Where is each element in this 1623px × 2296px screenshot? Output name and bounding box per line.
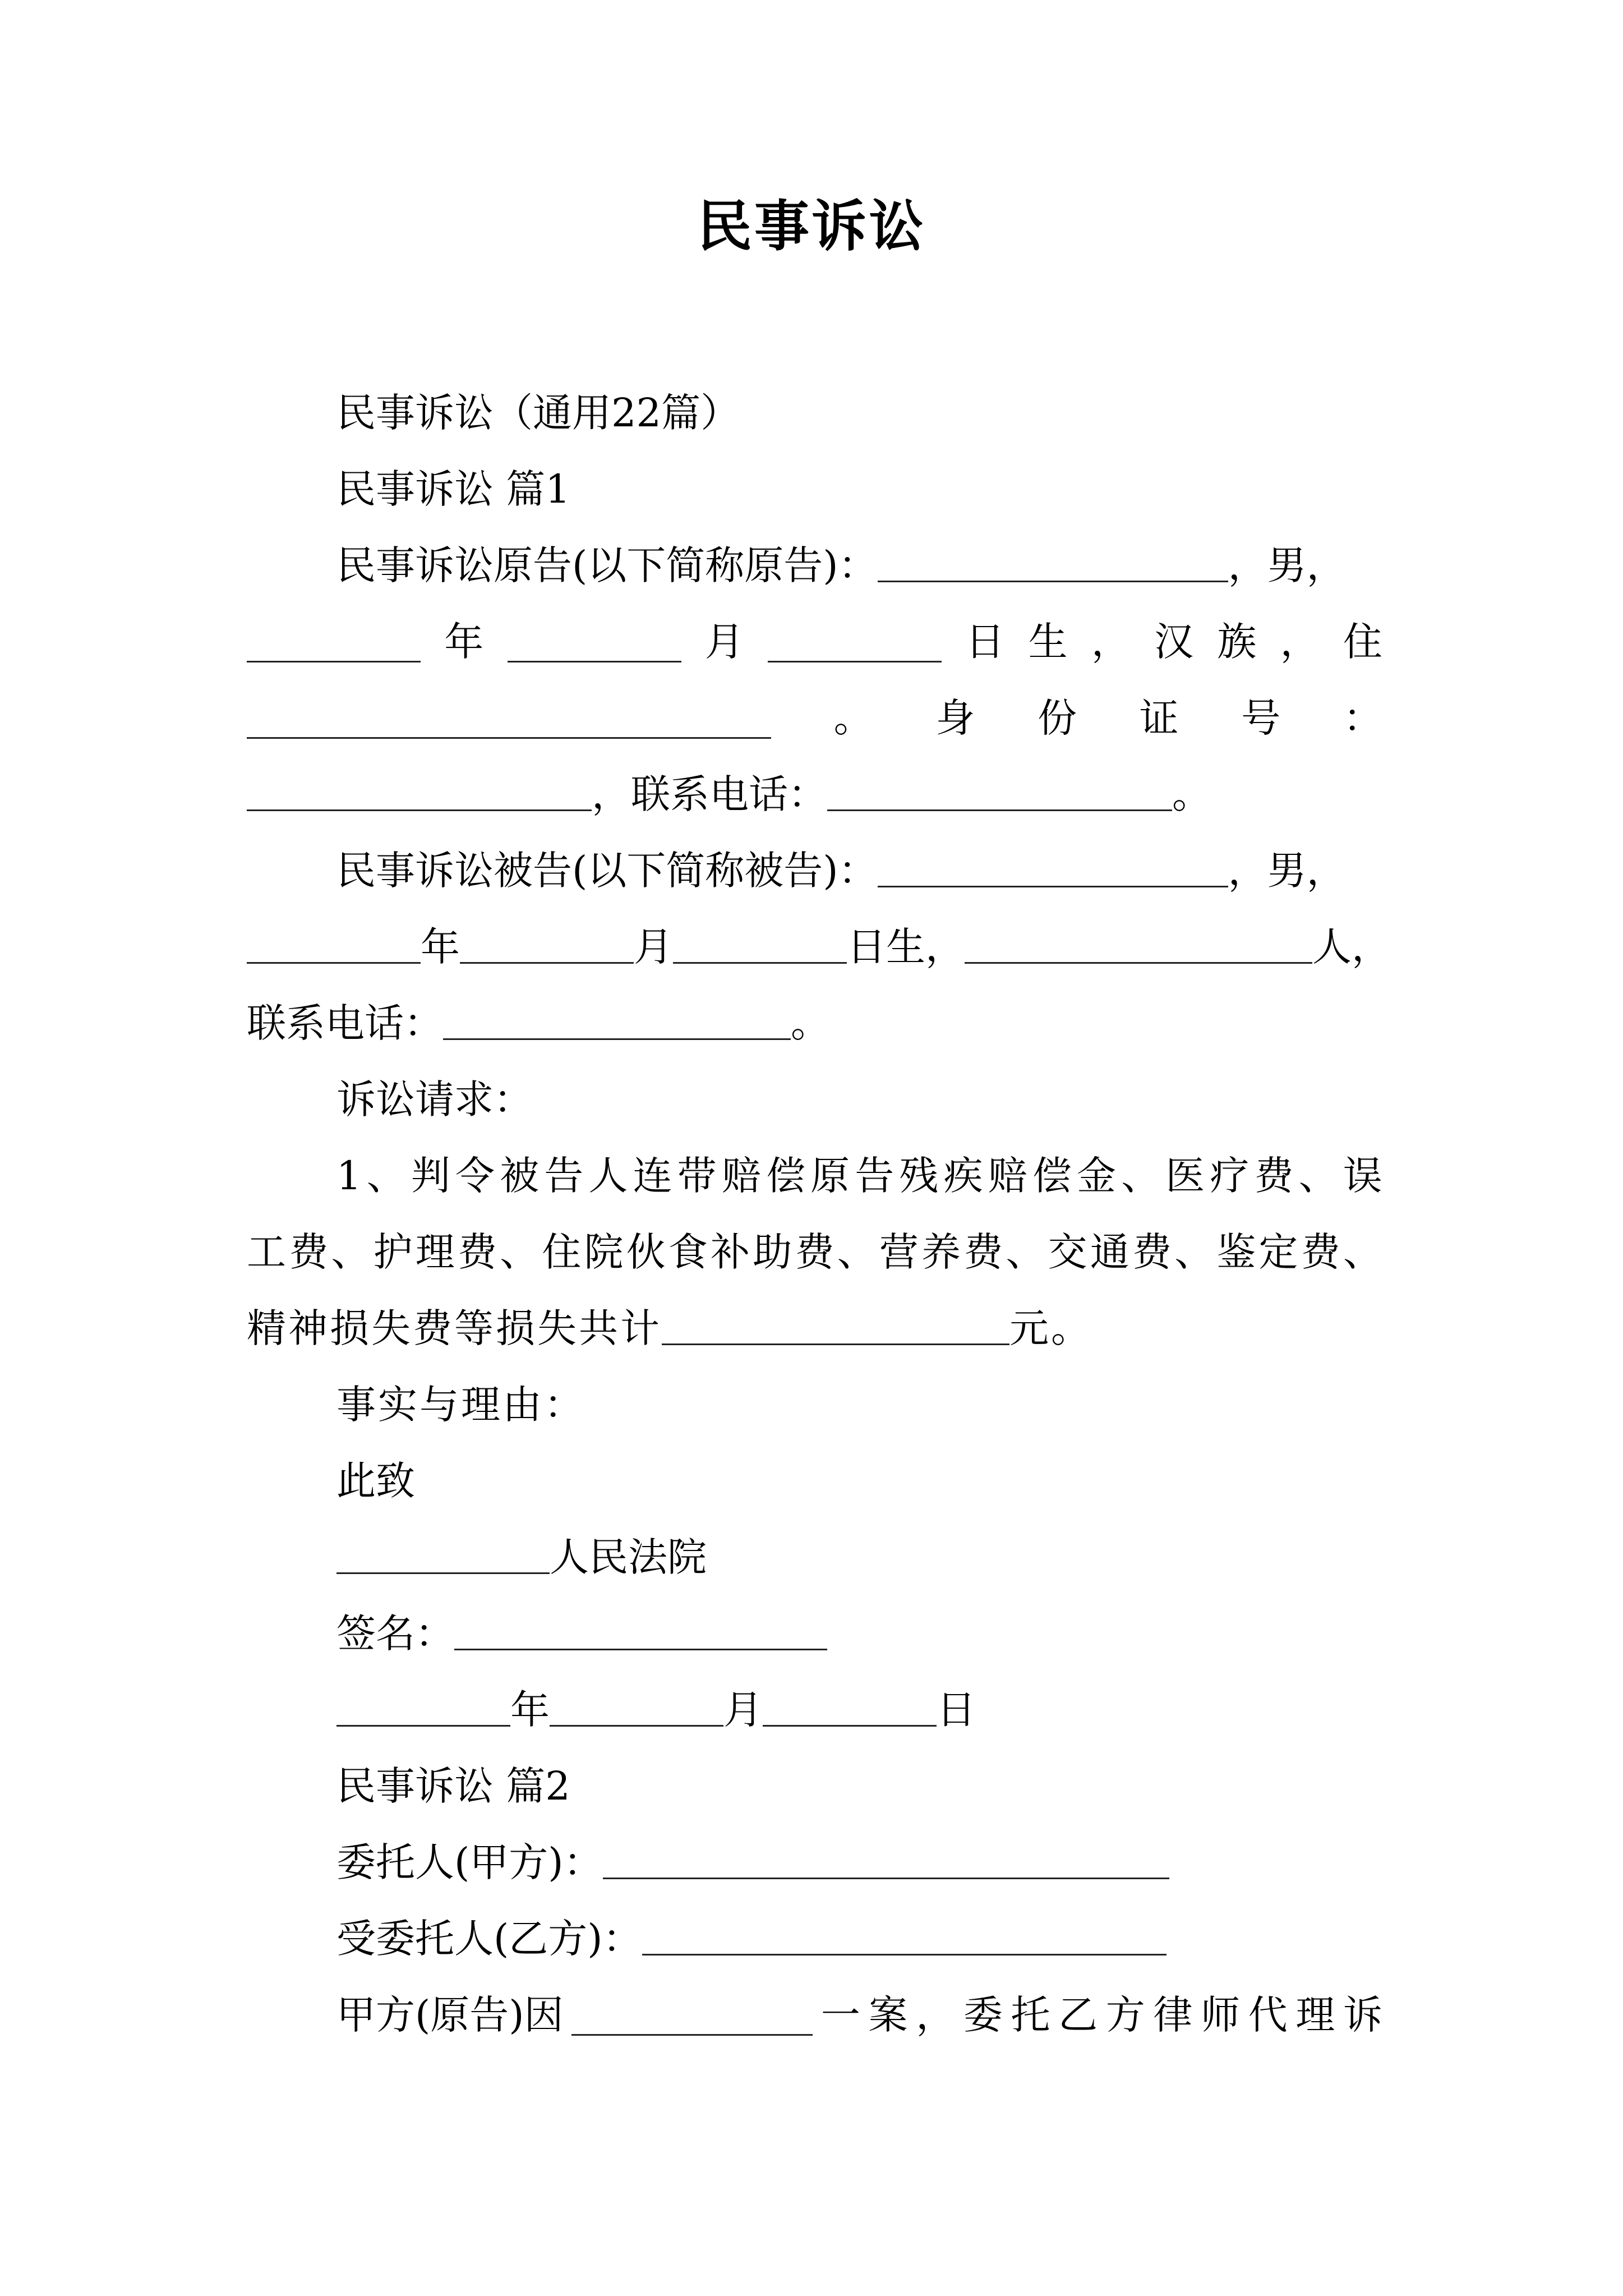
text-char: 残: [899, 1153, 939, 1199]
defendant-name-blank: [878, 846, 1228, 887]
text-char: 证: [1139, 695, 1179, 741]
text-char: 疾: [943, 1153, 983, 1199]
text-char: 、: [1298, 1153, 1338, 1199]
text-char: 费: [1301, 1229, 1340, 1275]
text-char: 、: [837, 1229, 877, 1275]
date-day-blank: [763, 1686, 937, 1727]
text-char: 费: [1132, 1229, 1172, 1275]
text-char: 号: [1241, 695, 1281, 741]
salutation: 此致: [336, 1458, 415, 1504]
plaintiff-phone-label: ，联系电话：: [592, 771, 827, 817]
date-month-blank: [550, 1686, 723, 1727]
text-char: 连: [633, 1153, 672, 1199]
court-line: [336, 1524, 707, 1591]
text-char: 带: [677, 1153, 717, 1199]
plaintiff-name-blank: [878, 541, 1228, 582]
text-char: 、: [1006, 1229, 1045, 1275]
plaintiff-birth-day-blank: [768, 622, 942, 662]
text-char: 、: [1343, 1229, 1382, 1275]
text-char: 族: [1217, 619, 1257, 665]
text-char: 。: [833, 695, 873, 741]
text-char: 案: [868, 1992, 908, 2038]
defendant-line-3: [247, 990, 830, 1057]
signature-line: [336, 1600, 827, 1667]
text-char: 月: [723, 1687, 763, 1733]
text-char: 份: [1037, 695, 1077, 741]
article-2-body-prefix: 甲方(原告)因: [336, 1992, 564, 2038]
claims-heading: 诉讼请求：: [336, 1076, 533, 1122]
defendant-origin-blank: [965, 923, 1312, 964]
text-char: ，: [1280, 619, 1320, 665]
text-char: 托: [1011, 1992, 1050, 2038]
text-char: 律: [1153, 1992, 1193, 2038]
text-char: 定: [1258, 1229, 1298, 1275]
claim-1-line-1: [336, 1142, 1382, 1209]
text-char: 费: [795, 1229, 834, 1275]
text-char: 交: [1048, 1229, 1087, 1275]
text-char: 告: [544, 1153, 584, 1199]
text-char: 人，: [1312, 924, 1391, 970]
plaintiff-phone-blank: [827, 770, 1172, 811]
agent-blank: [642, 1915, 1166, 1955]
text-char: 令: [455, 1153, 495, 1199]
text-char: 院: [584, 1229, 624, 1275]
text-char: 人: [588, 1153, 628, 1199]
text-char: 师: [1201, 1992, 1241, 2038]
claim-amount-blank: [662, 1304, 1009, 1345]
text-char: 。: [791, 1000, 830, 1046]
text-char: 补: [711, 1229, 750, 1275]
text-char: 年: [444, 619, 484, 665]
text-char: 日生，: [847, 924, 965, 970]
text-char: 、: [1121, 1153, 1161, 1199]
defendant-phone-label: 联系电话：: [247, 1000, 443, 1046]
text-char: 代: [1248, 1992, 1288, 2038]
text-char: 一: [820, 1992, 860, 2038]
court-name-blank: [336, 1533, 550, 1574]
text-char: 乙: [1058, 1992, 1098, 2038]
text-char: 、: [331, 1229, 371, 1275]
text-char: 判: [411, 1153, 450, 1199]
text-char: 月: [704, 619, 744, 665]
text-char: 委: [963, 1992, 1003, 2038]
signature-label: 签名：: [336, 1611, 454, 1657]
text-char: 金: [1076, 1153, 1116, 1199]
text-char: 、: [366, 1153, 406, 1199]
text-char: 鉴: [1216, 1229, 1256, 1275]
plaintiff-line-4: [247, 761, 1211, 828]
text-char: 食: [668, 1229, 708, 1275]
text-char: 费: [1254, 1153, 1294, 1199]
text-char: 赔: [721, 1153, 761, 1199]
text-char: 偿: [1032, 1153, 1072, 1199]
text-char: 住: [542, 1229, 582, 1275]
text-char: 住: [1343, 619, 1382, 665]
defendant-birth-day-blank: [673, 923, 847, 964]
text-char: ：: [1343, 695, 1382, 741]
principal-label: 委托人(甲方)：: [336, 1839, 603, 1885]
text-char: 汉: [1154, 619, 1194, 665]
text-char: 原: [810, 1153, 850, 1199]
text-char: 方: [1105, 1992, 1145, 2038]
text-char: 费: [289, 1229, 329, 1275]
text-char: ，: [916, 1992, 956, 2038]
text-char: 年: [421, 924, 460, 970]
text-char: 诉: [1343, 1992, 1382, 2038]
defendant-phone-blank: [443, 999, 791, 1040]
text-char: 工: [247, 1229, 286, 1275]
text-char: 养: [921, 1229, 961, 1275]
text-char: 偿: [766, 1153, 805, 1199]
claim-total-label: 精神损失费等损失共计: [247, 1305, 662, 1351]
text-char: 、: [1174, 1229, 1214, 1275]
text-char: 、: [500, 1229, 540, 1275]
plaintiff-address-blank: [247, 698, 771, 739]
text-char: 日: [965, 619, 1005, 665]
claim-1-line-2: [247, 1218, 1382, 1286]
text-char: 费: [457, 1229, 497, 1275]
text-char: 理: [1295, 1992, 1335, 2038]
claim-1-line-3: [247, 1295, 1092, 1362]
text-char: 疗: [1210, 1153, 1249, 1199]
text-char: 生: [1028, 619, 1068, 665]
defendant-gender: ，男，: [1228, 848, 1346, 894]
principal-line: [336, 1829, 1169, 1896]
plaintiff-gender: ，男，: [1228, 542, 1346, 588]
text-char: 告: [855, 1153, 895, 1199]
text-char: 年: [510, 1687, 550, 1733]
text-char: 医: [1165, 1153, 1205, 1199]
document-title: 民事诉讼: [697, 194, 926, 259]
text-char: ，: [1091, 619, 1131, 665]
plaintiff-id-blank: [247, 770, 592, 811]
court-label: 人民法院: [550, 1534, 707, 1580]
text-char: 。: [1172, 771, 1211, 817]
text-char: 1: [336, 1153, 362, 1199]
facts-heading: 事实与理由：: [336, 1382, 585, 1428]
plaintiff-birth-month-blank: [508, 622, 681, 662]
plaintiff-birth-year-blank: [247, 622, 421, 662]
text-char: 被: [500, 1153, 540, 1199]
text-char: 元。: [1009, 1305, 1092, 1351]
collection-heading: 民事诉讼（通用22篇）: [336, 390, 740, 436]
article-1-label: 民事诉讼 篇1: [336, 466, 570, 512]
plaintiff-label: 民事诉讼原告(以下简称原告)：: [336, 542, 878, 588]
defendant-line-2: [247, 913, 1391, 981]
text-char: 营: [879, 1229, 919, 1275]
defendant-label: 民事诉讼被告(以下简称被告)：: [336, 848, 878, 894]
defendant-birth-year-blank: [247, 923, 421, 964]
principal-blank: [603, 1838, 1169, 1879]
defendant-birth-month-blank: [460, 923, 634, 964]
agent-label: 受委托人(乙方)：: [336, 1916, 642, 1962]
text-char: 助: [753, 1229, 792, 1275]
text-char: 伙: [626, 1229, 666, 1275]
article-2-body-line-1: [336, 1981, 1382, 2049]
text-char: 护: [373, 1229, 413, 1275]
agent-line: [336, 1905, 1166, 1972]
article-2-label: 民事诉讼 篇2: [336, 1763, 570, 1809]
text-char: 费: [963, 1229, 1003, 1275]
text-char: 日: [937, 1687, 976, 1733]
text-char: 误: [1343, 1153, 1382, 1199]
text-char: 通: [1090, 1229, 1129, 1275]
text-char: 理: [415, 1229, 455, 1275]
plaintiff-line-2: [247, 608, 1382, 675]
text-char: 身: [935, 695, 975, 741]
text-char: 赔: [988, 1153, 1027, 1199]
plaintiff-line-1: [336, 532, 1346, 599]
text-char: 月: [634, 924, 673, 970]
case-name-blank: [571, 1995, 813, 2036]
date-year-blank: [336, 1686, 510, 1727]
signature-blank: [454, 1609, 827, 1650]
plaintiff-line-3: [247, 684, 1382, 752]
date-line: [336, 1676, 976, 1743]
defendant-line-1: [336, 837, 1346, 904]
